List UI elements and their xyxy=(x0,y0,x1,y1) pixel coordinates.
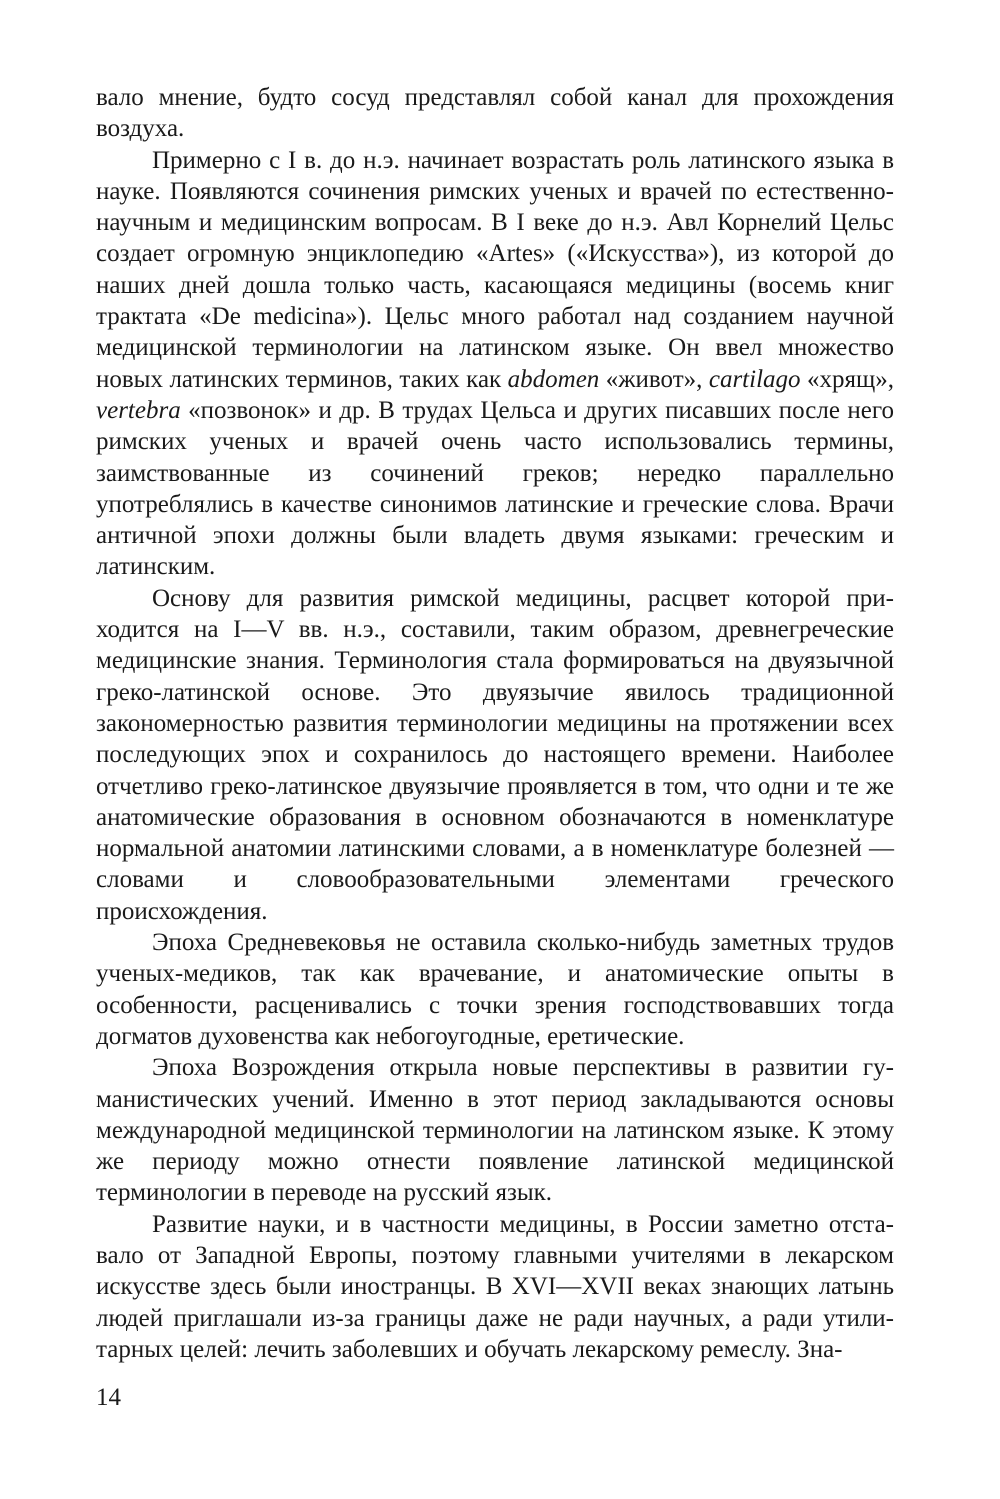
paragraph-celsus xyxy=(96,145,894,583)
paragraph-text: «позвонок» и др. В трудах Цельса и других писавших после него римских ученых и врачей очень часто использовались термины, заимствованные из сочинений греков; нередко параллельно употреблялись в качестве синонимов латинские и греческие слова. Врачи античной эпохи должны были владеть двумя языками: греческим и латинским. xyxy=(96,396,894,581)
latin-term-abdomen: abdomen xyxy=(507,365,600,393)
page-body xyxy=(96,82,894,1365)
paragraph-text: Примерно с I в. до н.э. начинает возрастать роль латинского языка в науке. Появляются сочинения римских ученых и врачей по естественно-научным и медицинским вопросам. В I веке до н.э. Авл Корнелий Цельс создает огромную энциклопедию «Artes» («Искусства»), из которой до наших дней дошла только часть, касающаяся медицины (восемь книг трактата «De medicina»). Цельс много работал над созданием научной медицинской терминологии на латинском языке. Он ввел множество новых латинских терминов, таких как xyxy=(96,146,894,393)
page-number: 14 xyxy=(96,1384,121,1411)
paragraph-russia xyxy=(96,1209,894,1365)
latin-term-vertebra: vertebra xyxy=(96,396,181,424)
latin-term-cartilago: cartilago xyxy=(708,365,801,393)
paragraph-text: Эпоха Возрождения открыла новые перспективы в развитии гуманистических учений. Именно в этот период закладываются основы международной медицинской терминологии на латинском языке. К этому же периоду можно отнести появление латинской медицинской терминологии в переводе на русский язык. xyxy=(96,1054,894,1207)
paragraph-renaissance xyxy=(96,1052,894,1208)
paragraph-middle-ages xyxy=(96,927,894,1052)
paragraph-text: вало мнение, будто сосуд представлял собой канал для прохождения воздуха. xyxy=(96,84,894,143)
paragraph-text: Основу для развития римской медицины, расцвет которой приходится на I—V вв. н.э., составили, таким образом, древнегреческие медицинские знания. Терминология стала формироваться на двуязычной греко-латинской основе. Это двуязычие явилось традиционной закономерностью развития терминологии медицины на протяжении всех последующих эпох и сохранилось до настоящего времени. Наиболее отчетливо греко-латинское двуязычие проявляется в том, что одни и те же анатомические образования в основном обозначаются в номенклатуре нормальной анатомии латинскими словами, а в номенклатуре болезней — словами и словообразовательными элементами греческого происхождения. xyxy=(96,584,894,925)
paragraph-text: «живот», xyxy=(599,365,709,393)
paragraph-bilingualism xyxy=(96,583,894,927)
paragraph-text: Эпоха Средневековья не оставила сколько-нибудь заметных трудов ученых-медиков, так как врачевание, и анатомические опыты в особенности, расценивались с точки зрения господствовавших тогда догматов духовенства как небогоугодные, еретические. xyxy=(96,929,894,1050)
paragraph-text: «хрящ», xyxy=(800,365,894,393)
paragraph-text: Развитие науки, и в частности медицины, в России заметно отставало от Западной Европы, поэтому главными учителями в лекарском искусстве здесь были иностранцы. В XVI—XVII веках знающих латынь людей приглашали из-за границы даже не ради научных, а ради утилитарных целей: лечить заболевших и обучать лекарскому ремеслу. Зна- xyxy=(96,1210,894,1363)
paragraph-continued xyxy=(96,82,894,145)
